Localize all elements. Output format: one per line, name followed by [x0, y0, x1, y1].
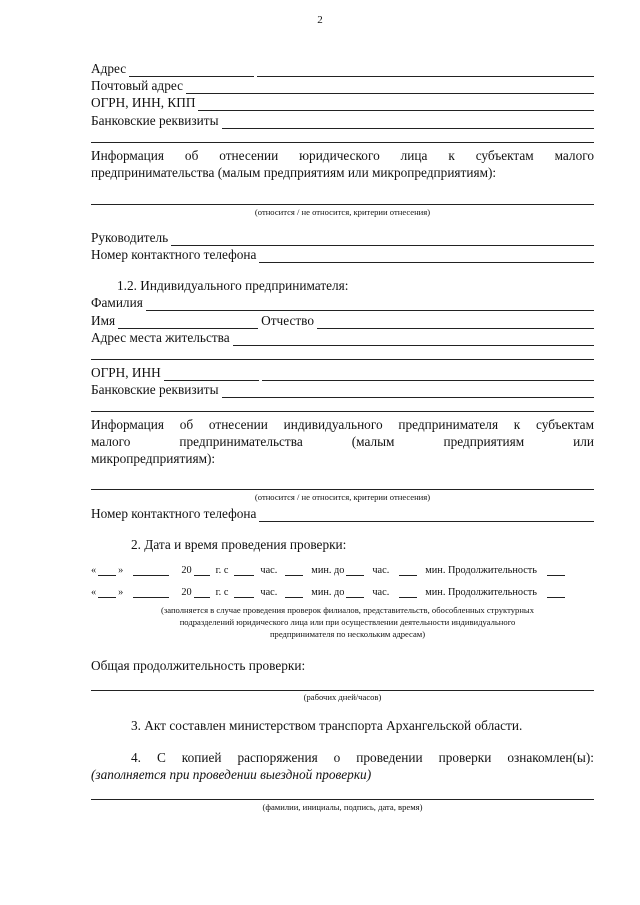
phone-label: Номер контактного телефона	[91, 247, 257, 262]
ie-bank-details-label: Банковские реквизиты	[91, 382, 219, 397]
bank-details-label: Банковские реквизиты	[91, 113, 219, 128]
postal-address-field[interactable]	[186, 82, 594, 94]
sme-info-field[interactable]	[91, 204, 594, 205]
ie-bank-details-field[interactable]	[222, 386, 594, 398]
section4-line-2: (заполняется при проведении выездной проверки)	[91, 767, 372, 782]
residence-field[interactable]	[233, 334, 594, 346]
ie-sme-info-line-3: микропредприятиям):	[91, 451, 216, 466]
note-line-2: подразделений юридического лица или при осуществлении деятельности индивидуального	[179, 617, 516, 627]
manager-row	[91, 230, 594, 246]
duration-label: мин. Продолжительность	[425, 587, 538, 598]
ogrn-inn-label: ОГРН, ИНН	[91, 365, 161, 380]
hours-label: час.	[260, 565, 278, 576]
month-field[interactable]	[133, 566, 169, 576]
ie-sme-info-line-2: малого предпринимательства (малым предприятиям или	[91, 434, 594, 449]
section4-line-1: 4. С копией распоряжения о проведении проверки ознакомлен(ы):	[131, 750, 594, 765]
total-duration-caption: (рабочих дней/часов)	[303, 692, 382, 702]
start-min-field[interactable]	[285, 588, 303, 598]
name-field[interactable]	[118, 317, 258, 329]
section4-field[interactable]	[91, 799, 594, 800]
postal-address-row	[91, 78, 594, 94]
total-duration-heading: Общая продолжительность проверки:	[91, 658, 306, 673]
phone-row	[91, 247, 594, 263]
address-field-b[interactable]	[257, 65, 594, 77]
start-hour-field[interactable]	[234, 566, 254, 576]
day-field[interactable]	[98, 566, 116, 576]
name-row	[91, 313, 594, 329]
ie-phone-row	[91, 506, 594, 522]
month-field[interactable]	[133, 588, 169, 598]
residence-label: Адрес места жительства	[91, 330, 230, 345]
day-field[interactable]	[98, 588, 116, 598]
surname-field[interactable]	[146, 299, 594, 311]
page-number: 2	[317, 14, 323, 26]
duration-label: мин. Продолжительность	[425, 565, 538, 576]
g-s-label: г. с	[215, 587, 229, 598]
hours-label-2: час.	[372, 565, 390, 576]
ie-sme-info-line-1: Информация об отнесении индивидуального предпринимателя к субъектам	[91, 417, 594, 432]
bank-details-row	[91, 113, 594, 129]
manager-field[interactable]	[171, 234, 594, 246]
end-hour-field[interactable]	[346, 566, 364, 576]
phone-field[interactable]	[259, 251, 594, 263]
quote-close: »	[118, 587, 124, 598]
start-min-field[interactable]	[285, 566, 303, 576]
ogrn-inn-kpp-row	[91, 95, 594, 111]
section4-caption: (фамилии, инициалы, подпись, дата, время)	[262, 802, 423, 812]
year-prefix: 20	[181, 587, 192, 598]
sme-caption: (относится / не относится, критерии отнесения)	[254, 207, 431, 217]
end-min-field[interactable]	[399, 566, 417, 576]
ogrn-inn-field-a[interactable]	[164, 369, 259, 381]
manager-label: Руководитель	[91, 230, 169, 245]
patronymic-field[interactable]	[317, 317, 594, 329]
residence-row	[91, 330, 594, 346]
g-s-label: г. с	[215, 565, 229, 576]
min-do-label: мин. до	[311, 565, 345, 576]
duration-field[interactable]	[547, 566, 565, 576]
section2-note	[91, 604, 604, 640]
ogrn-inn-field-b[interactable]	[262, 369, 594, 381]
ogrn-inn-kpp-label: ОГРН, ИНН, КПП	[91, 95, 196, 110]
sme-info-line-2: предпринимательства (малым предприятиям или микропредприятиям):	[91, 165, 497, 180]
address-field-a[interactable]	[129, 65, 254, 77]
hours-label: час.	[260, 587, 278, 598]
min-do-label: мин. до	[311, 587, 345, 598]
residence-line-2[interactable]	[91, 359, 594, 360]
patronymic-label: Отчество	[261, 313, 315, 328]
section2-heading: 2. Дата и время проведения проверки:	[131, 537, 347, 552]
ie-sme-info-field[interactable]	[91, 489, 594, 490]
ogrn-inn-kpp-field[interactable]	[198, 99, 594, 111]
quote-open: «	[91, 587, 97, 598]
bank-details-line-2[interactable]	[91, 142, 594, 143]
date-time-row-2	[91, 587, 604, 598]
address-row	[91, 61, 594, 77]
note-line-3: предпринимателя по нескольким адресам)	[269, 629, 426, 639]
surname-row	[91, 295, 594, 311]
name-label: Имя	[91, 313, 116, 328]
note-line-1: (заполняется в случае проведения проверок филиалов, представительств, обособленных структурных	[161, 605, 534, 615]
end-min-field[interactable]	[399, 588, 417, 598]
quote-open: «	[91, 565, 97, 576]
ogrn-inn-row	[91, 365, 594, 381]
ie-phone-label: Номер контактного телефона	[91, 506, 257, 521]
quote-close: »	[118, 565, 124, 576]
postal-address-label: Почтовый адрес	[91, 78, 183, 93]
year-field[interactable]	[194, 566, 210, 576]
year-prefix: 20	[181, 565, 192, 576]
ie-phone-field[interactable]	[259, 510, 594, 522]
surname-label: Фамилия	[91, 295, 143, 310]
year-field[interactable]	[194, 588, 210, 598]
ie-bank-details-row	[91, 382, 594, 398]
ie-bank-details-line-2[interactable]	[91, 411, 594, 412]
section3-text: 3. Акт составлен министерством транспорта Архангельской области.	[131, 718, 523, 733]
address-label: Адрес	[91, 61, 127, 76]
duration-field[interactable]	[547, 588, 565, 598]
hours-label-2: час.	[372, 587, 390, 598]
individual-heading: 1.2. Индивидуального предпринимателя:	[117, 278, 349, 293]
sme-info-line-1: Информация об отнесении юридического лица к субъектам малого	[91, 148, 594, 163]
start-hour-field[interactable]	[234, 588, 254, 598]
bank-details-field[interactable]	[222, 117, 594, 129]
total-duration-field[interactable]	[91, 690, 594, 691]
date-time-row-1	[91, 565, 604, 576]
end-hour-field[interactable]	[346, 588, 364, 598]
ie-sme-caption: (относится / не относится, критерии отнесения)	[254, 492, 431, 502]
